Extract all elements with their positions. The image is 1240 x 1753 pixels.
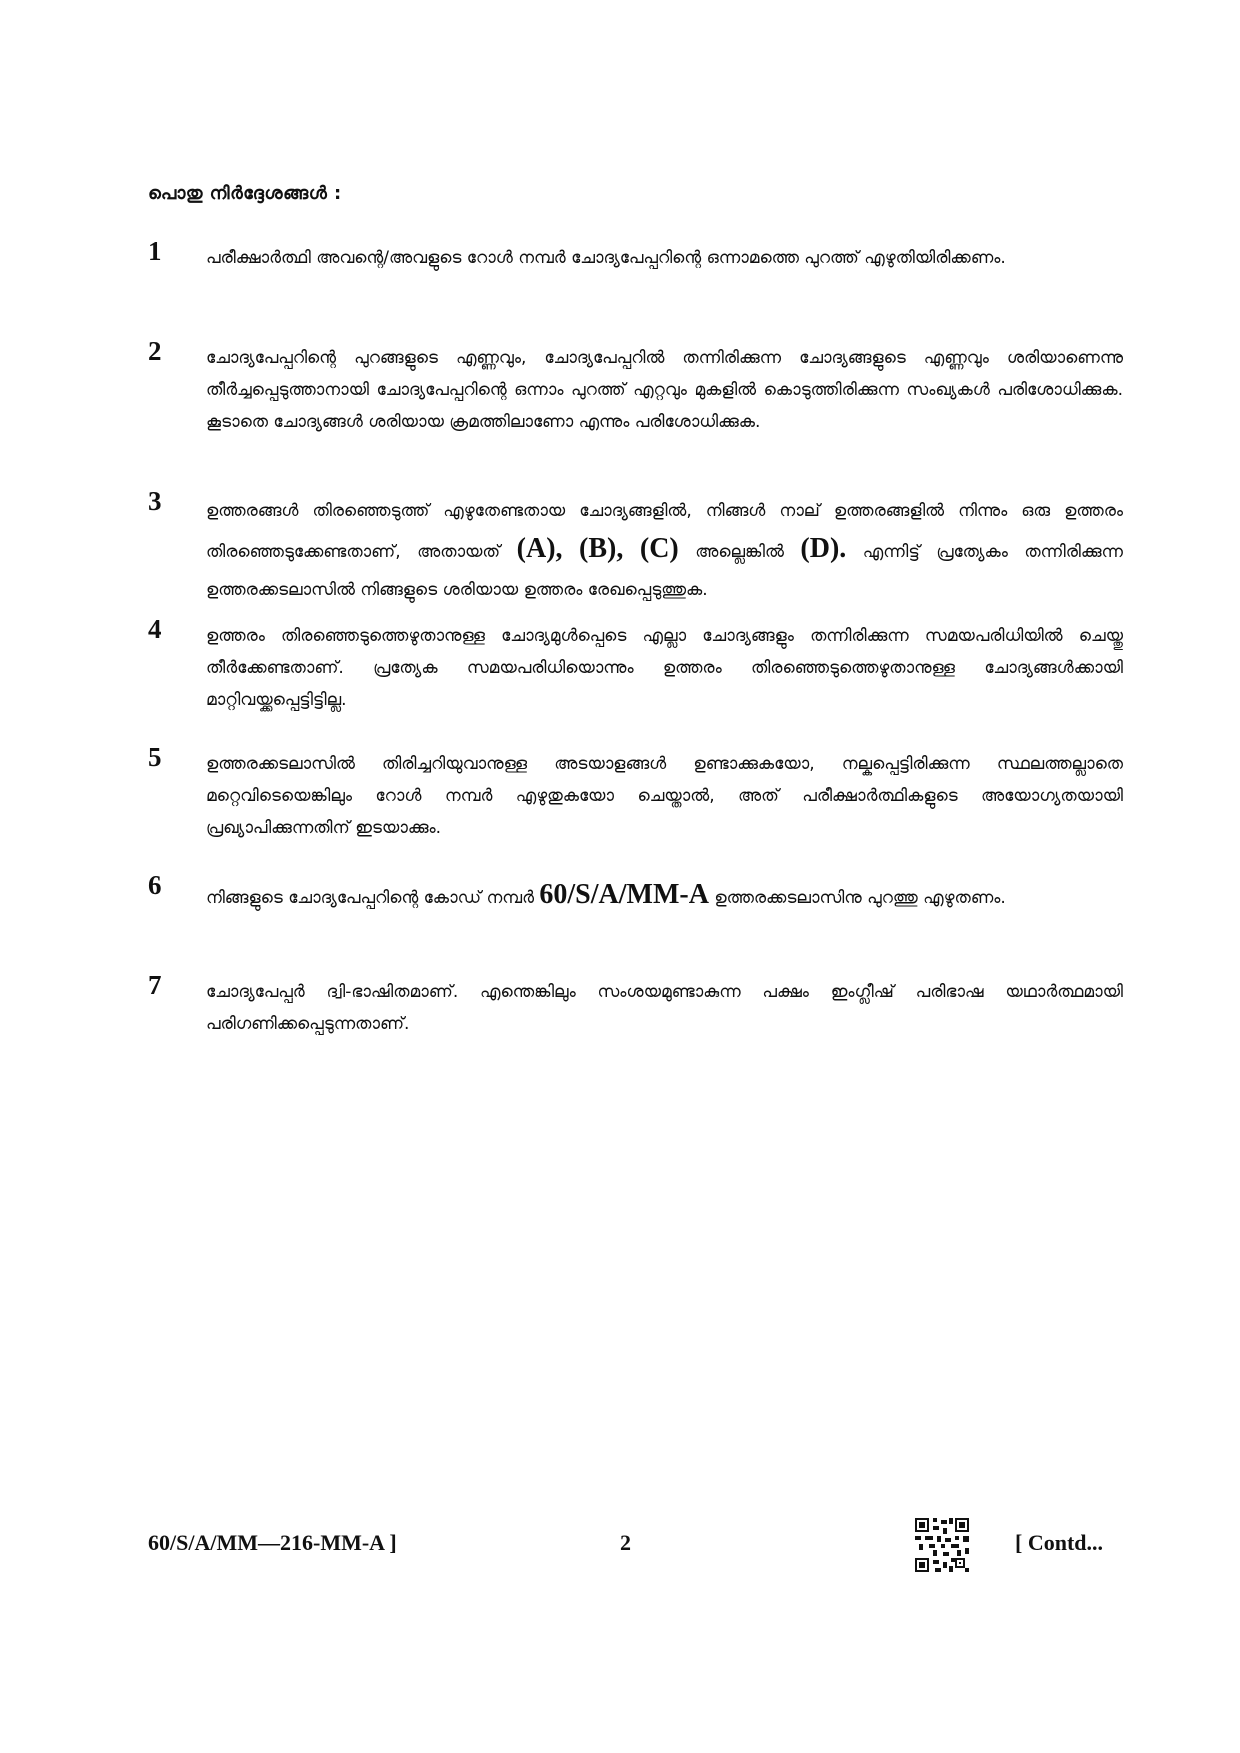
instruction-text-part: ഉത്തരക്കടലാസിനു പുറത്തു എഴുതണം.: [714, 888, 1006, 908]
instruction-item-5: [148, 742, 1123, 844]
page-heading: പൊതു നിർദ്ദേശങ്ങൾ :: [148, 183, 342, 204]
instruction-number: 6: [148, 870, 162, 900]
instruction-number: 2: [148, 336, 162, 366]
option-c-label: (C): [639, 533, 679, 564]
option-d-label: (D).: [800, 533, 847, 564]
instruction-item-6: [148, 870, 1123, 917]
instruction-item-1: [148, 236, 1123, 274]
instruction-text-part: ഉത്തരങ്ങൾ തിരഞ്ഞെടുത്ത് എഴുതേണ്ടതായ ചോദ്യങ്ങളിൽ, നിങ്ങൾ നാല് ഉത്തരങ്ങളിൽ നിന്നും ഒരു ഉത്തരം തിരഞ്ഞെടുക്കേണ്ടതാണ്, അതായത്: [206, 501, 1123, 562]
instruction-item-7: [148, 970, 1123, 1040]
option-a-label: (A),: [516, 533, 563, 564]
footer-paper-code: 60/S/A/MM—216-MM-A ]: [148, 1530, 397, 1555]
instruction-text: ചോദ്യപേപ്പറിന്റെ പുറങ്ങളുടെ എണ്ണവും, ചോദ്യപേപ്പറിൽ തന്നിരിക്കുന്ന ചോദ്യങ്ങളുടെ എണ്ണവും ശരിയാണെന്നു തീർച്ചപ്പെടുത്താനായി ചോദ്യപേപ്പറിന്റെ ഒന്നാം പുറത്ത് എറ്റവും മുകളിൽ കൊടുത്തിരിക്കുന്ന സംഖ്യകൾ പരിശോധിക്കുക. കൂടാതെ ചോദ്യങ്ങൾ ശരിയായ ക്രമത്തിലാണോ എന്നും പരിശോധിക്കുക.: [206, 348, 1123, 432]
instruction-text: ചോദ്യപേപ്പർ ദ്വി-ഭാഷിതമാണ്. എന്തെങ്കിലും സംശയമുണ്ടാകുന്ന പക്ഷം ഇംഗ്ലീഷ് പരിഭാഷ യഥാർത്ഥമായി പരിഗണിക്കപ്പെടുന്നതാണ്.: [206, 982, 1123, 1034]
instruction-number: 1: [148, 236, 162, 266]
instruction-number: 5: [148, 742, 162, 772]
instruction-text: [206, 492, 1123, 609]
instruction-text: പരീക്ഷാർത്ഥി അവന്റെ/അവളുടെ റോൾ നമ്പർ ചോദ്യപേപ്പറിന്റെ ഒന്നാമത്തെ പുറത്ത് എഴുതിയിരിക്കണം.: [206, 248, 1006, 268]
instruction-item-4: [148, 614, 1123, 716]
instruction-text-part: അല്ലെങ്കിൽ: [695, 542, 784, 562]
option-b-label: (B),: [579, 533, 624, 564]
instruction-text: [206, 876, 1123, 917]
instruction-item-2: [148, 336, 1123, 438]
paper-code: 60/S/A/MM-A: [539, 879, 709, 910]
page-number: 2: [620, 1530, 631, 1555]
instruction-text: ഉത്തരക്കടലാസിൽ തിരിച്ചറിയുവാനുള്ള അടയാളങ്ങൾ ഉണ്ടാക്കുകയോ, നല്കപ്പെട്ടിരിക്കുന്ന സ്ഥലത്തല്ലാതെ മറ്റെവിടെയെങ്കിലും റോൾ നമ്പർ എഴുതുകയോ ചെയ്താൽ, അത് പരീക്ഷാർത്ഥികളുടെ അയോഗ്യതയായി പ്രഖ്യാപിക്കുന്നതിന് ഇടയാക്കും.: [206, 754, 1123, 838]
instruction-number: 4: [148, 614, 162, 644]
instruction-number: 7: [148, 970, 162, 1000]
continued-label: [ Contd...: [1015, 1530, 1104, 1555]
instruction-text-part: നിങ്ങളുടെ ചോദ്യപേപ്പറിന്റെ കോഡ് നമ്പർ: [206, 888, 534, 908]
instruction-text-part: എന്നിട്ട് പ്രത്യേകം തന്നിരിക്കുന്ന ഉത്തരക്കടലാസിൽ നിങ്ങളുടെ ശരിയായ ഉത്തരം രേഖപ്പെടുത്തുക.: [206, 542, 1123, 600]
instruction-item-3: [148, 486, 1123, 609]
instruction-number: 3: [148, 486, 162, 516]
qr-code-icon: [915, 1518, 969, 1572]
instruction-text: ഉത്തരം തിരഞ്ഞെടുത്തെഴുതാനുള്ള ചോദ്യമുൾപ്പെടെ എല്ലാ ചോദ്യങ്ങളും തന്നിരിക്കുന്ന സമയപരിധിയിൽ ചെയ്തു തീർക്കേണ്ടതാണ്. പ്രത്യേക സമയപരിധിയൊന്നും ഉത്തരം തിരഞ്ഞെടുത്തെഴുതാനുള്ള ചോദ്യങ്ങൾക്കായി മാറ്റിവയ്ക്കപ്പെട്ടിട്ടില്ല.: [206, 626, 1123, 710]
